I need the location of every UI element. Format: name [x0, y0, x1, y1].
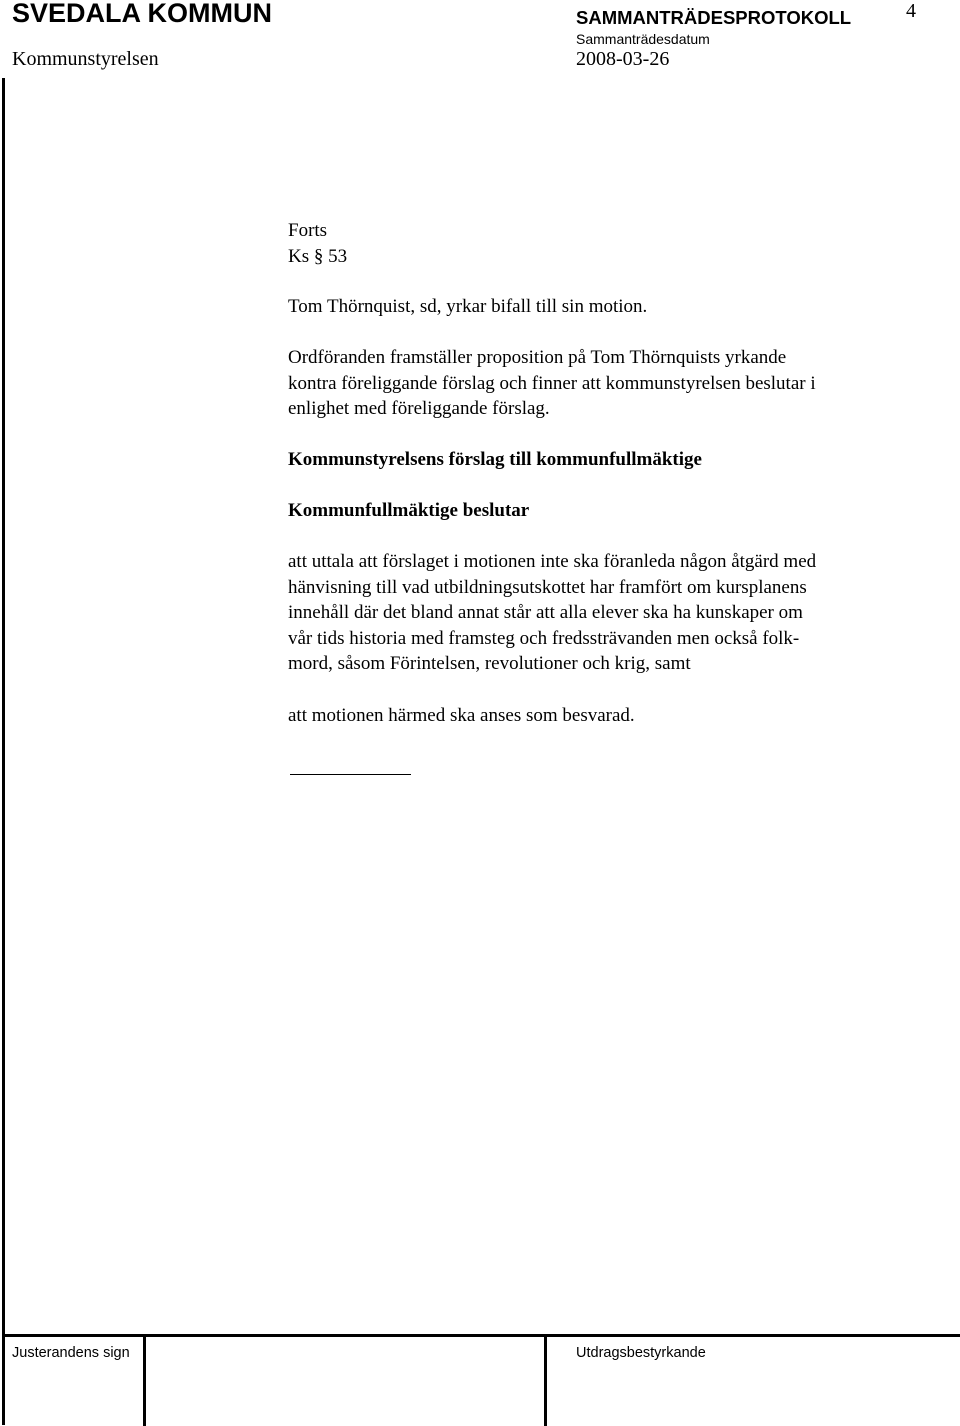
- proposal-heading: Kommunstyrelsens förslag till kommunfullmäktige: [288, 449, 702, 470]
- decision-paragraph: [288, 549, 816, 677]
- closing-paragraph: att motionen härmed ska anses som besvarad.: [288, 705, 635, 726]
- footer-divider: [143, 1334, 146, 1426]
- document-type: SAMMANTRÄDESPROTOKOLL: [576, 7, 852, 28]
- page-number: 4: [906, 0, 916, 22]
- text-line: mord, såsom Förintelsen, revolutioner och krig, samt: [288, 653, 691, 675]
- left-margin-line: [2, 78, 5, 1425]
- text-line: innehåll där det bland annat står att alla elever ska ha kunskaper om: [288, 602, 803, 624]
- text-line: enlighet med föreliggande förslag.: [288, 398, 550, 420]
- motion-paragraph: Tom Thörnquist, sd, yrkar bifall till sin motion.: [288, 296, 648, 317]
- decision-heading: Kommunfullmäktige beslutar: [288, 500, 530, 521]
- footer-divider: [544, 1334, 547, 1426]
- signature-label: Justerandens sign: [12, 1345, 130, 1361]
- case-number: Ks § 53: [288, 246, 348, 267]
- text-line: vår tids historia med framsteg och fredssträvanden men också folk-: [288, 627, 800, 649]
- continued-label: Forts: [288, 220, 328, 241]
- proposition-paragraph: [288, 345, 816, 422]
- organization-name: SVEDALA KOMMUN: [12, 0, 272, 28]
- meeting-date: 2008-03-26: [576, 48, 670, 70]
- meeting-date-label: Sammanträdesdatum: [576, 31, 710, 47]
- text-line: hänvisning till vad utbildningsutskottet har framfört om kursplanens: [288, 576, 807, 598]
- text-line: kontra föreliggande förslag och finner att kommunstyrelsen beslutar i: [288, 372, 816, 394]
- text-line: Ordföranden framställer proposition på Tom Thörnquists yrkande: [288, 347, 787, 368]
- extract-certification-label: Utdragsbestyrkande: [576, 1345, 706, 1361]
- end-rule: [290, 774, 411, 775]
- text-line: att uttala att förslaget i motionen inte ska föranleda någon åtgärd med: [288, 551, 817, 572]
- board-name: Kommunstyrelsen: [12, 48, 159, 70]
